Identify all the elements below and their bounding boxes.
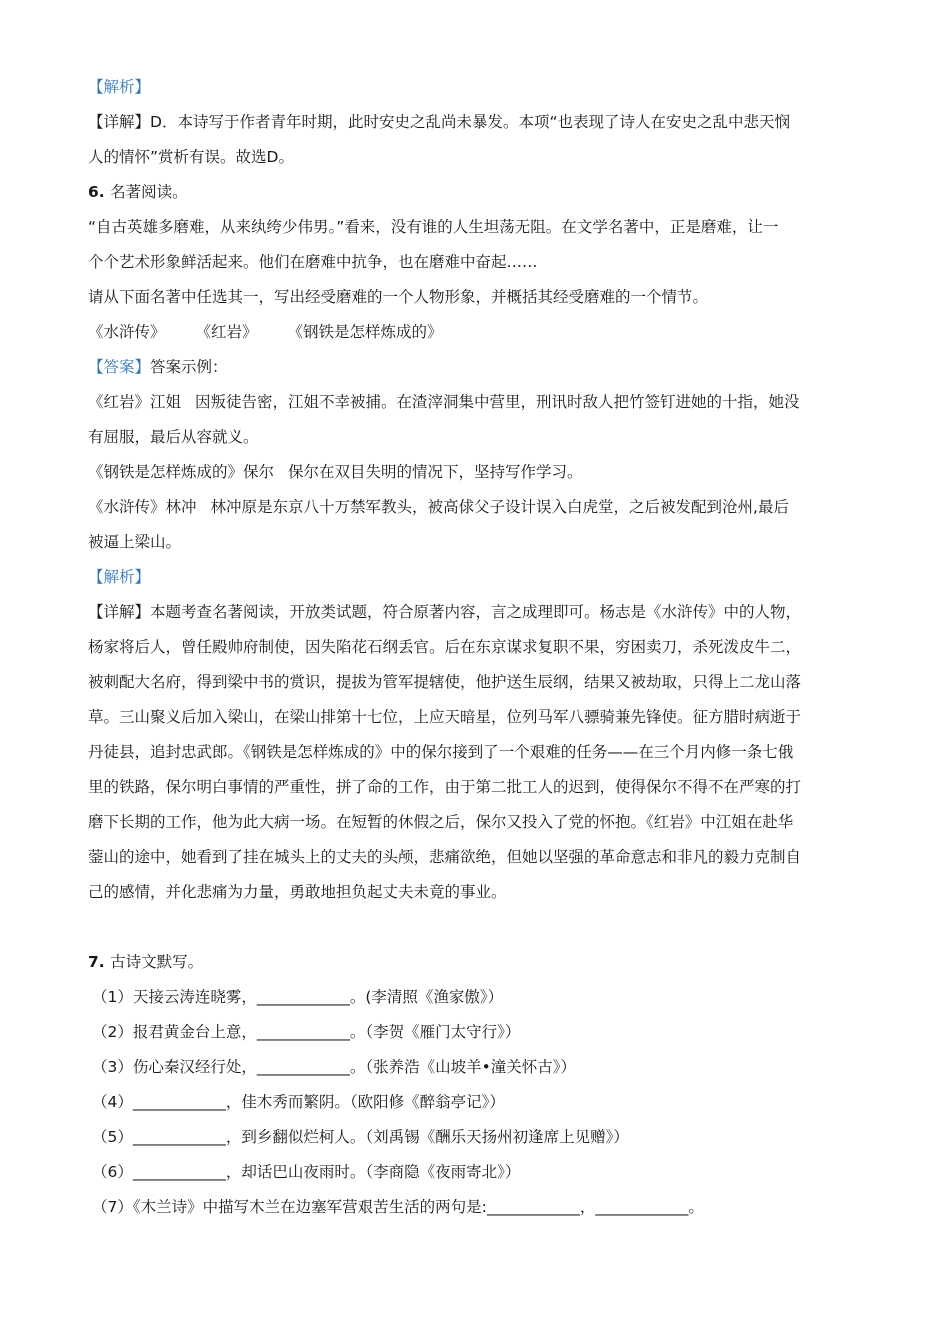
q6-detail-line-7: 磨下长期的工作，他为此大病一场。在短暂的休假之后，保尔又投入了党的怀抱。《红岩》中江姐在赴华 [88, 813, 794, 831]
q6-heading: 6. 名著阅读。 [88, 183, 188, 201]
q6-detail-line-5: 丹徒县，追封忠武郎。《钢铁是怎样炼成的》中的保尔接到了一个艰难的任务——在三个月内修一条七俄 [88, 743, 794, 761]
answer-water-margin-line-1: 《水浒传》林冲 林冲原是东京八十万禁军教头，被高俅父子设计误入白虎堂，之后被发配到沧州,最后 [88, 498, 789, 516]
q7-item-2: （2）报君黄金台上意，____________。（李贺《雁门太守行》） [92, 1023, 521, 1041]
q7-item-7: （7）《木兰诗》中描写木兰在边塞军营艰苦生活的两句是:____________，____________。 [92, 1198, 704, 1216]
q7-heading: 7. 古诗文默写。 [88, 953, 204, 971]
q6-intro-line-2: 个个艺术形象鲜活起来。他们在磨难中抗争，也在磨难中奋起…… [88, 253, 538, 271]
q7-item-6: （6）____________，却话巴山夜雨时。（李商隐《夜雨寄北》） [92, 1163, 521, 1181]
answer-heading: 【答案】答案示例： [88, 358, 228, 376]
answer-hongyan-line-2: 有屈服，最后从容就义。 [88, 428, 259, 446]
q6-detail-line-4: 草。三山聚义后加入梁山，在梁山排第十七位，上应天暗星，位列马军八骠骑兼先锋使。征方腊时病逝于 [88, 708, 802, 726]
q6-detail-line-6: 里的铁路，保尔明白事情的严重性，拼了命的工作，由于第二批工人的迟到，使得保尔不得不在严寒的打 [88, 778, 802, 796]
q6-intro-line-1: “自古英雄多磨难，从来纨绔少伟男。”看来，没有谁的人生坦荡无阻。在文学名著中，正是磨难，让一 [88, 218, 779, 236]
analysis-label-1: 【解析】 [88, 78, 151, 96]
q6-detail-line-9: 己的感情，并化悲痛为力量，勇敢地担负起丈夫未竟的事业。 [88, 883, 507, 901]
q6-instruction: 请从下面名著中任选其一，写出经受磨难的一个人物形象，并概括其经受磨难的一个情节。 [88, 288, 709, 306]
q7-item-1: （1）天接云涛连晓雾，____________。(李清照《渔家傲》） [92, 988, 504, 1006]
analysis-label-2: 【解析】 [88, 568, 151, 586]
q6-detail-line-1: 【详解】本题考查名著阅读，开放类试题，符合原著内容，言之成理即可。杨志是《水浒传》中的人物， [88, 603, 802, 621]
q7-item-3: （3）伤心秦汉经行处，____________。（张养浩《山坡羊•潼关怀古》） [92, 1058, 577, 1076]
q5-detail-line-2: 人的情怀”赏析有误。故选D。 [88, 148, 294, 166]
q7-item-5: （5）____________，到乡翻似烂柯人。（刘禹锡《酬乐天扬州初逢席上见赠》） [92, 1128, 629, 1146]
q6-detail-line-8: 蓥山的途中，她看到了挂在城头上的丈夫的头颅，悲痛欲绝，但她以坚强的革命意志和非凡的毅力克制自 [88, 848, 802, 866]
q6-detail-line-3: 被刺配大名府，得到梁中书的赏识，提拔为管军提辖使，他护送生辰纲，结果又被劫取，只得上二龙山落 [88, 673, 802, 691]
q6-detail-line-2: 杨家将后人，曾任殿帅府制使，因失陷花石纲丢官。后在东京谋求复职不果，穷困卖刀，杀死泼皮牛二， [88, 638, 802, 656]
q7-item-4: （4）____________，佳木秀而繁阴。（欧阳修《醉翁亭记》） [92, 1093, 505, 1111]
answer-hongyan-line-1: 《红岩》江姐 因叛徒告密，江姐不幸被捕。在渣滓洞集中营里，刑讯时敌人把竹签钉进她的十指，她没 [88, 393, 800, 411]
q6-book-options: 《水浒传》 《红岩》 《钢铁是怎样炼成的》 [88, 323, 443, 341]
answer-steel-line: 《钢铁是怎样炼成的》保尔 保尔在双目失明的情况下，坚持写作学习。 [88, 463, 583, 481]
answer-water-margin-line-2: 被逼上梁山。 [88, 533, 182, 551]
q5-detail-line-1: 【详解】D．本诗写于作者青年时期，此时安史之乱尚未暴发。本项“也表现了诗人在安史之乱中悲天悯 [88, 113, 790, 131]
